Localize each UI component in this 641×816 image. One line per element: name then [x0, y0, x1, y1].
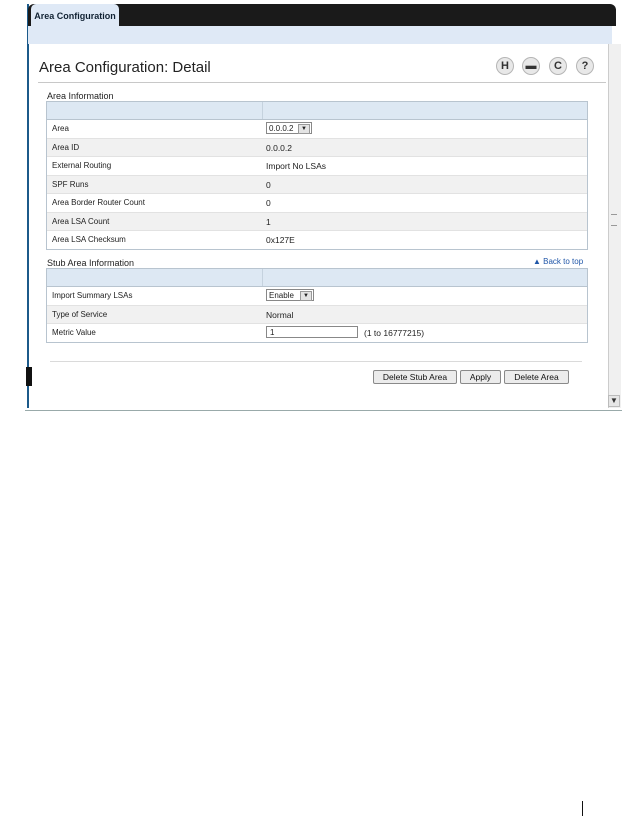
chevron-down-icon[interactable]: ▼ [298, 124, 310, 134]
row-value: 1 [266, 216, 271, 227]
row-value: 0 [266, 179, 271, 190]
row-value: Normal [266, 309, 294, 320]
row-label: SPF Runs [52, 179, 89, 189]
scrollbar-track[interactable] [608, 44, 621, 408]
import-summary-lsas-select[interactable] [266, 289, 314, 301]
page-margin-mark [582, 801, 583, 816]
row-label: Area ID [52, 142, 80, 152]
row-label: Area LSA Count [52, 216, 110, 226]
page-title: Area Configuration: Detail [39, 59, 211, 76]
table-row [47, 324, 587, 342]
delete-area-button[interactable]: Delete Area [504, 370, 569, 384]
table-header [47, 269, 587, 287]
chevron-down-icon[interactable]: ▼ [300, 291, 312, 301]
table-row [47, 157, 587, 176]
area-information-table [46, 101, 588, 250]
stub-area-information-table [46, 268, 588, 343]
metric-value-input[interactable]: 1 [266, 326, 358, 338]
footer-divider [50, 361, 582, 362]
save-icon[interactable]: H [496, 57, 514, 75]
table-row [47, 139, 587, 158]
tab-bar [28, 4, 616, 26]
area-information-heading: Area Information [47, 91, 114, 101]
row-label: External Routing [52, 161, 112, 170]
tab-strip [28, 26, 612, 44]
help-icon[interactable]: ? [576, 57, 594, 75]
tab-area-configuration[interactable]: Area Configuration [31, 4, 119, 30]
back-to-top-label: Back to top [543, 257, 584, 266]
print-icon[interactable]: ▬ [522, 57, 540, 75]
table-row [47, 231, 587, 249]
row-label: Type of Service [52, 309, 108, 319]
table-row [47, 213, 587, 232]
table-row [47, 194, 587, 213]
table-row [47, 287, 587, 306]
table-row [47, 306, 587, 325]
refresh-icon[interactable]: C [549, 57, 567, 75]
row-value: 0x127E [266, 235, 295, 245]
area-select-value: 0.0.0.2 [269, 124, 294, 133]
delete-stub-area-button[interactable]: Delete Stub Area [373, 370, 457, 384]
table-header [47, 102, 587, 120]
table-row [47, 120, 587, 139]
table-row [47, 176, 587, 195]
area-select[interactable] [266, 122, 312, 134]
title-divider [38, 82, 606, 83]
scroll-down-button[interactable]: ▼ [608, 395, 620, 407]
row-value: 0.0.0.2 [266, 142, 292, 153]
row-label: Area [52, 124, 69, 133]
metric-range-hint: (1 to 16777215) [364, 328, 425, 338]
scrollbar-grip[interactable] [611, 214, 617, 226]
row-label: Import Summary LSAs [52, 291, 133, 300]
row-label: Area LSA Checksum [52, 235, 126, 244]
row-label: Area Border Router Count [52, 198, 145, 207]
apply-button[interactable]: Apply [460, 370, 501, 384]
row-value: Import No LSAs [266, 161, 326, 171]
row-label: Metric Value [52, 328, 96, 337]
stub-area-information-heading: Stub Area Information [47, 258, 135, 268]
import-summary-lsas-value: Enable [269, 291, 294, 300]
window-left-edge [27, 4, 29, 408]
row-value: 0 [266, 198, 271, 208]
back-to-top-link[interactable]: ▲ Back to top [533, 257, 584, 266]
side-marker [26, 367, 32, 386]
